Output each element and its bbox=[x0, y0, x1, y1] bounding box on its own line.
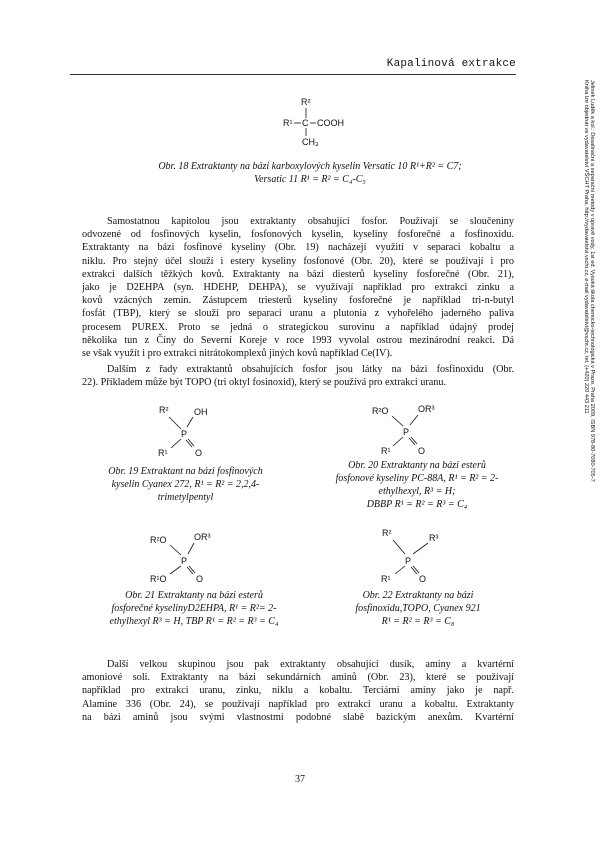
fig20-p: P bbox=[403, 427, 410, 437]
fig20-o: O bbox=[418, 446, 426, 456]
fig22-caption-line: fosfinoxidu,TOPO, Cyanex 921 bbox=[355, 603, 481, 614]
para3-line: Další velkou skupinou jsou pak extraktanty obsahující dusík, aminy a kvartérní bbox=[107, 659, 514, 670]
paragraph-3 bbox=[82, 658, 514, 724]
fig21-r1o: R¹O bbox=[150, 574, 167, 584]
para1-line: se však využít i pro extrakci nitrátokomplexů jiných kovů například Ce(IV). bbox=[82, 348, 393, 360]
fig19-p: P bbox=[181, 429, 188, 439]
para1-line: odvozené od fosfinových kyselin, fosfonových kyselin, kyseliny fosforečné a fosfinoxidu. bbox=[82, 229, 514, 241]
fig20-or3: OR³ bbox=[418, 404, 435, 414]
fig18-ch3: CH₃ bbox=[302, 137, 319, 147]
fig19-structure bbox=[150, 403, 230, 463]
fig18-caption bbox=[100, 160, 520, 186]
fig22-r2: R² bbox=[382, 528, 392, 538]
fig21-caption-line: Obr. 21 Extraktanty na bázi esterů bbox=[125, 590, 263, 601]
para3-line: na bázi aminů jsou svými vlastnostmi podobné slabě bazickým anexům. Kvartérní bbox=[82, 711, 514, 723]
fig20-caption-line: ethylhexyl, R³ = H; bbox=[378, 486, 456, 497]
para1-line: kovů vzácných zemin. Zástupcem triesterů kyseliny fosforečné je například tri-n-butyl bbox=[82, 295, 514, 307]
fig21-caption-line: ethylhexyl R³ = H, TBP R¹ = R² = R³ = C₄ bbox=[109, 616, 279, 627]
page-number: 37 bbox=[295, 774, 305, 785]
fig20-r2o: R²O bbox=[372, 406, 389, 416]
fig21-r2o: R²O bbox=[150, 535, 167, 545]
fig20-r1: R¹ bbox=[381, 446, 391, 456]
fig20-caption-line: DBBP R¹ = R² = R³ = C₄ bbox=[366, 499, 468, 510]
fig21-o: O bbox=[196, 574, 204, 584]
para2-line: 22). Příkladem může být TOPO (tri oktyl fosinoxid), který se používá pro extrakci uranu. bbox=[82, 377, 447, 389]
para1-line: Samostatnou kapitolou jsou extraktanty obsahující fosfor. Používají se sloučeniny bbox=[107, 216, 514, 227]
fig19-caption bbox=[78, 465, 293, 504]
fig18-r1: R¹ bbox=[283, 118, 293, 128]
fig19-o: O bbox=[195, 448, 203, 458]
para1-line: niklu. Pro stejný účel slouží i estery kyseliny fosfonové (Obr. 20), které se používají i pro bbox=[82, 255, 514, 267]
fig18-structure bbox=[270, 96, 360, 156]
fig18-c: C bbox=[302, 118, 309, 128]
fig19-r2: R² bbox=[159, 405, 169, 415]
para1-line: procesem PUREX. Proto se jedná o strategickou surovinu a například údajný prodej bbox=[82, 321, 514, 333]
fig18-caption-line-1: Obr. 18 Extraktanty na bázi karboxylových kyselin Versatic 10 R¹+R² = C7; bbox=[158, 161, 462, 172]
fig18-cooh: COOH bbox=[317, 118, 344, 128]
para3-line: amoniové soli. Extraktanty na bázi sekundárních aminů (Obr. 23), které se používají bbox=[82, 672, 514, 684]
fig20-caption bbox=[303, 459, 531, 511]
fig22-o: O bbox=[419, 574, 427, 584]
side-note-line-1: Jelinek Luděk a kol.: Desalinační a separační metody v úpravě vody, 1st ed. Vysoká škola chemicko-technologická v Praze, Praha 2009, ISBN 978-80-7080-705-7 bbox=[589, 80, 595, 482]
fig20-structure bbox=[370, 398, 460, 458]
para1-line: extrakci dalších těžkých kovů. Extraktanty na bázi diesterů kyseliny fosforečné (Obr. 21), bbox=[82, 268, 514, 280]
para3-line: Alamine 336 (Obr. 24), se používají například pro extrakci uranu a kobaltu. Extraktanty bbox=[82, 698, 514, 710]
para1-line: jako je D2EHPA (syn. HDEHP, DEHPA), se využívají například pro extrakci zinku a bbox=[82, 282, 514, 294]
fig19-caption-line: Obr. 19 Extraktant na bázi fosfinových bbox=[108, 466, 263, 477]
fig22-caption-line: Obr. 22 Extraktanty na bázi bbox=[362, 590, 474, 601]
header-rule bbox=[70, 74, 516, 75]
fig18-caption-line-2: Versatic 11 R¹ = R² = C₄-C₅ bbox=[254, 174, 366, 185]
fig19-caption-line: kyselin Cyanex 272, R¹ = R² = 2,2,4- bbox=[111, 479, 260, 490]
paragraph-1 bbox=[82, 215, 514, 360]
side-note-line-2: Kniha lze objednat ve vydavatelství VŠCHT Praha, http://vydavatelstvi.vscht.cz, e-mail vydavatelstvi@vscht.cz, tel. (+420) 220 443 211 bbox=[582, 80, 589, 414]
fig22-structure bbox=[372, 524, 452, 584]
fig21-structure bbox=[148, 528, 238, 588]
fig22-p: P bbox=[405, 556, 412, 566]
para1-line: několika tun z Číny do Severní Koreje v roce 1993 vyvolal ostrou mezinárodní reakci. Dá bbox=[82, 334, 514, 346]
fig18-r2: R² bbox=[301, 97, 311, 107]
fig22-r3: R³ bbox=[429, 533, 439, 543]
fig22-caption bbox=[318, 589, 518, 628]
fig19-caption-line: trimetylpentyl bbox=[157, 492, 214, 503]
fig20-caption-line: fosfonové kyseliny PC-88A, R¹ = R² = 2- bbox=[335, 473, 499, 484]
fig20-caption-line: Obr. 20 Extraktanty na bázi esterů bbox=[348, 460, 486, 471]
para3-line: například pro extrakci uranu, zinku, niklu a kobaltu. Terciární aminy jako je např. bbox=[82, 685, 514, 697]
para1-line: Extraktanty na bázi fosfinové kyseliny (Obr. 19) nacházejí využití v separaci kobaltu a bbox=[82, 242, 514, 254]
paragraph-2 bbox=[82, 363, 514, 389]
fig19-oh: OH bbox=[194, 407, 208, 417]
side-copyright-note bbox=[583, 80, 595, 640]
fig21-caption-line: fosforečné kyselinyD2EHPA, R¹ = R²= 2- bbox=[111, 603, 277, 614]
fig22-caption-line: R¹ = R² = R³ = C₈ bbox=[381, 616, 455, 627]
fig21-p: P bbox=[181, 556, 188, 566]
fig21-caption bbox=[78, 589, 310, 628]
para2-line: Dalším z řady extraktantů obsahujících fosfor jsou látky na bázi fosfinoxidu (Obr. bbox=[107, 364, 514, 375]
running-header: Kapalinová extrakce bbox=[386, 58, 516, 70]
para1-line: fosfát (TBP), který se slouží pro separaci uranu a plutonia z vyhořelého jaderného paliva bbox=[82, 308, 514, 320]
fig22-r1: R¹ bbox=[381, 574, 391, 584]
fig19-r1: R¹ bbox=[158, 448, 168, 458]
fig21-or3: OR³ bbox=[194, 532, 211, 542]
